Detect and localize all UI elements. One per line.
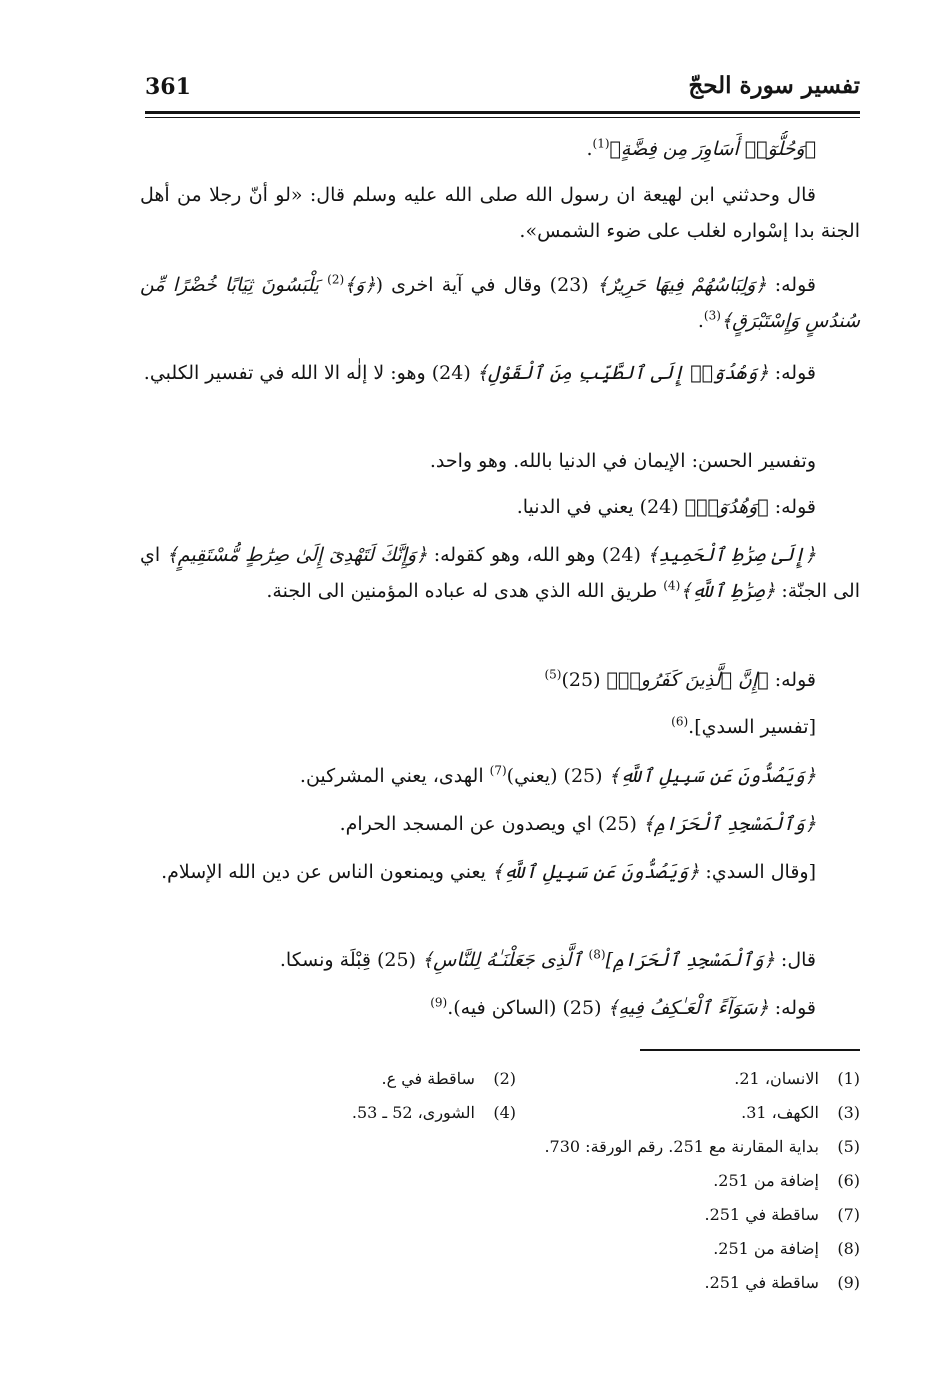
footnote-ref: (2) [327, 272, 345, 287]
footnote-number: (6) [837, 1171, 860, 1190]
footnote-ref: (4) [663, 578, 681, 593]
quran-quote: ﴿وَلِبَاسُهُمْ فِيهَا حَرِيرٌ﴾ [596, 274, 767, 296]
paragraph-text: (24) وهو الله، وهو كقوله: [427, 544, 648, 566]
footnote-item [352, 1102, 516, 1124]
verse-paragraph-1 [140, 131, 816, 167]
quran-quote: ﴿وَ﴾ [344, 274, 376, 296]
paragraph-text: (25) (يعني) [506, 765, 609, 787]
footnote-item [544, 1136, 860, 1158]
paragraph-text: (25) اي ويصدون عن المسجد الحرام. [339, 813, 643, 835]
paragraph-text: . [697, 310, 704, 332]
header-rule-thin [145, 117, 860, 118]
verse-paragraph-6 [140, 489, 816, 525]
paragraph-text: (25) (الساكن فيه). [447, 997, 608, 1019]
footnote-text: إضافة من 251. [713, 1171, 819, 1190]
paragraph-lead: قوله: [768, 496, 816, 518]
quran-quote: ﴿وَٱلْمَسْجِدِ ٱلْحَرَامِ﴾ [642, 813, 816, 835]
paragraph-text: قال وحدثني ابن لهيعة ان رسول الله صلى الله عليه وسلم قال: «لو أنّ رجلا من أهل الجنة بدا إسْواره لغلب على ضوء الشمس». [140, 184, 860, 242]
quran-quote: ﴿وَإِنَّكَ لَتَهْدِىٓ إِلَىٰ صِرَٰطٍ مُّسْتَقِيمٍ﴾ [166, 544, 428, 566]
footnote-ref: (3) [703, 308, 721, 323]
verse-paragraph-8 [140, 662, 816, 698]
footnote-item [704, 1272, 860, 1294]
paragraph-text: طريق الله الذي هدى له عباده المؤمنين الى الجنة. [266, 580, 664, 602]
paragraph-text: (24) وهو: لا إلٰه الا الله في تفسير الكلبي. [143, 362, 477, 384]
paragraph-text: (24) يعني في الدنيا. [516, 496, 685, 518]
footnote-ref: (1) [592, 136, 610, 151]
footnote-number: (4) [493, 1103, 516, 1122]
page-header [145, 70, 860, 110]
verse-paragraph-14 [140, 990, 816, 1026]
footnote-text: إضافة من 251. [713, 1239, 819, 1258]
quran-quote: ﴿سَوَآءً ٱلْعَـٰكِفُ فِيهِ﴾ [607, 997, 769, 1019]
tafsir-suddi-label [140, 709, 816, 745]
paragraph-text: (25) [561, 669, 607, 691]
paragraph-lead: قوله: [768, 669, 816, 691]
footnote-number: (2) [493, 1069, 516, 1088]
paragraph-text: الهدى، يعني المشركين. [299, 765, 490, 787]
footnote-number: (8) [837, 1239, 860, 1258]
footnote-number: (9) [837, 1273, 860, 1292]
footnote-text: ساقطة في 251. [704, 1273, 819, 1292]
footnote-text: بداية المقارنة مع 251. رقم الورقة: 730. [544, 1137, 819, 1156]
paragraph-text: (23) وقال في آية اخرى ( [375, 274, 597, 296]
footnote-ref: (8) [588, 947, 606, 962]
footnote-number: (7) [837, 1205, 860, 1224]
quran-quote: ﴿وَٱلْمَسْجِدِ ٱلْحَرَامِ] [605, 949, 775, 971]
paragraph-text: يعني ويمنعون الناس عن دين الله الإسلام. [161, 861, 492, 883]
footnote-item [713, 1238, 860, 1260]
paragraph-lead: قال: [774, 949, 816, 971]
quran-quote: ﴿إِنَّ ٱلَّذِينَ كَفَرُوا۟﴾ [606, 669, 769, 691]
footnote-item [741, 1102, 860, 1124]
quran-quote: ﴿وَحُلُّوٓا۟ أَسَاوِرَ مِن فِضَّةٍ﴾ [609, 138, 816, 160]
paragraph-lead: قوله: [768, 362, 816, 384]
quran-quote: يَلْبَسُونَ ثِيَابًا خُضْرًا مِّن سُندُسٍ وَإِسْتَبْرَقٍ﴾ [140, 274, 860, 332]
header-rule-thick [145, 111, 860, 114]
page-number: 361 [145, 74, 191, 100]
footnote-text: ساقطة في ع. [381, 1069, 475, 1088]
quran-quote: ﴿إِلَىٰ صِرَٰطِ ٱلْحَمِيدِ﴾ [647, 544, 816, 566]
paragraph-lead: قوله: [766, 274, 816, 296]
hadith-paragraph [140, 177, 860, 249]
footnote-text: الانسان، 21. [734, 1069, 819, 1088]
paragraph-text: (25) قِبْلَة ونسكا. [279, 949, 423, 971]
paragraph-text: . [586, 138, 593, 160]
footnote-text: الكهف، 31. [741, 1103, 819, 1122]
footnote-item [734, 1068, 860, 1090]
footnote-item [713, 1170, 860, 1192]
quran-quote: ﴿وَهُدُوٓا۟﴾ [684, 496, 769, 518]
quran-quote: ٱلَّذِى جَعَلْنَـٰهُ لِلنَّاسِ﴾ [422, 949, 589, 971]
footnote-ref: (9) [430, 995, 448, 1010]
footnote-number: (3) [837, 1103, 860, 1122]
running-title: تفسير سورة الحجّ [688, 72, 860, 99]
footnote-item [381, 1068, 516, 1090]
footnote-number: (5) [837, 1137, 860, 1156]
footnote-text: الشورى، 52 ـ 53. [351, 1103, 475, 1122]
verse-paragraph-3 [140, 267, 860, 339]
paragraph-text: وتفسير الحسن: الإيمان في الدنيا بالله. وهو واحد. [429, 450, 816, 472]
quran-quote: ﴿وَيَصُدُّونَ عَن سَبِيلِ ٱللَّهِ﴾ [492, 861, 700, 883]
tafsir-hasan-paragraph [140, 443, 816, 479]
verse-paragraph-7 [140, 537, 860, 609]
quran-quote: ﴿وَهُدُوٓا۟ إِلَى ٱلطَّيِّبِ مِنَ ٱلْقَوْلِ﴾ [476, 362, 769, 384]
quran-quote: ﴿وَيَصُدُّونَ عَن سَبِيلِ ٱللَّهِ﴾ [608, 765, 816, 787]
footnote-text: ساقطة في 251. [704, 1205, 819, 1224]
footnote-item [704, 1204, 860, 1226]
quran-quote: ﴿صِرَٰطِ ٱللَّهِ﴾ [680, 580, 776, 602]
footnote-separator [640, 1049, 860, 1051]
verse-paragraph-13 [140, 942, 816, 978]
paragraph-lead: قوله: [768, 997, 816, 1019]
paragraph-text: اي الى الجنّة: [140, 544, 860, 602]
paragraph-text: [تفسير السدي]. [688, 716, 816, 738]
verse-paragraph-11 [140, 806, 816, 842]
suddi-paragraph [140, 854, 860, 890]
verse-paragraph-10 [140, 758, 816, 794]
footnote-number: (1) [837, 1069, 860, 1088]
footnote-ref: (6) [671, 714, 689, 729]
footnote-ref: (7) [489, 763, 507, 778]
verse-paragraph-4 [140, 355, 860, 391]
footnote-ref: (5) [544, 667, 562, 682]
paragraph-lead: [وقال السدي: [699, 861, 816, 883]
